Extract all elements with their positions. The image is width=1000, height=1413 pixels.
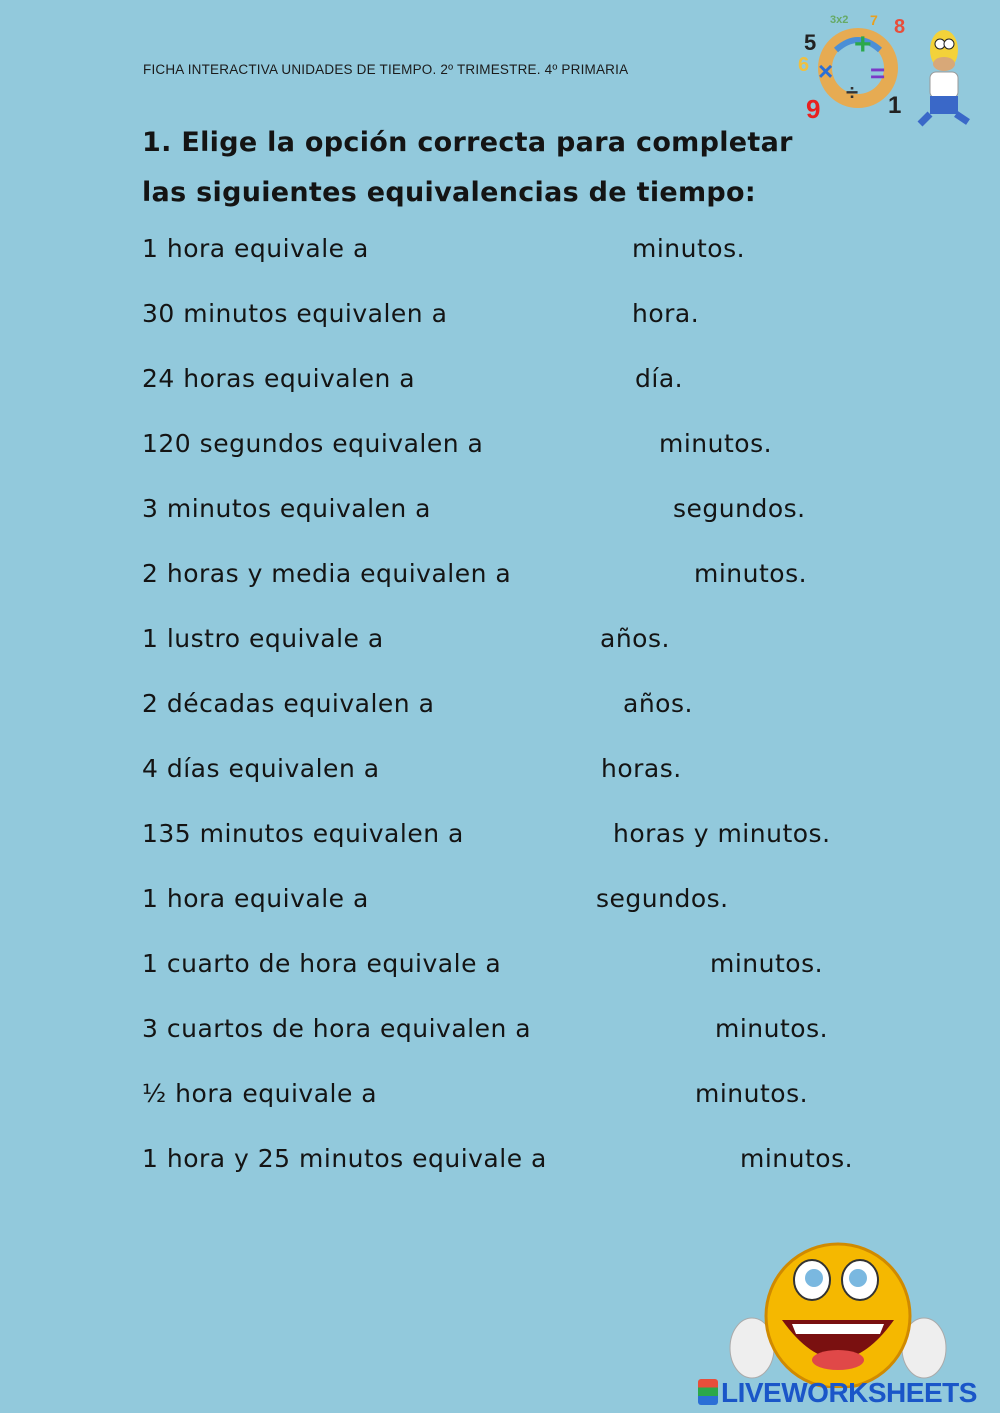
equivalence-unit: horas. xyxy=(601,754,682,783)
answer-dropdown[interactable] xyxy=(442,1016,705,1048)
equivalence-row xyxy=(142,234,942,274)
answer-dropdown[interactable] xyxy=(442,951,700,983)
equivalence-row xyxy=(142,689,942,729)
equivalence-unit: años. xyxy=(623,689,693,718)
answer-dropdown[interactable] xyxy=(442,886,586,918)
worksheet-header: FICHA INTERACTIVA UNIDADES DE TIEMPO. 2º TRIMESTRE. 4º PRIMARIA xyxy=(143,62,629,77)
liveworksheets-badge-icon xyxy=(698,1379,718,1405)
equivalence-unit: minutos. xyxy=(632,234,746,263)
answer-dropdown[interactable] xyxy=(442,301,622,333)
equivalence-row xyxy=(142,819,942,859)
equivalence-row xyxy=(142,949,942,989)
answer-dropdown[interactable] xyxy=(442,691,613,723)
equivalence-prompt: 1 lustro equivale a xyxy=(142,624,384,653)
equivalence-prompt: 1 hora equivale a xyxy=(142,234,369,263)
equivalence-row xyxy=(142,559,942,599)
answer-dropdown[interactable] xyxy=(442,496,663,528)
equivalence-prompt: 1 cuarto de hora equivale a xyxy=(142,949,502,978)
equivalence-row xyxy=(142,299,942,339)
equivalence-unit: minutos. xyxy=(694,559,808,588)
equivalence-prompt: 120 segundos equivalen a xyxy=(142,429,484,458)
equivalence-row xyxy=(142,884,942,924)
equivalence-row xyxy=(142,754,942,794)
equivalence-row xyxy=(142,364,942,404)
equivalence-unit: hora. xyxy=(632,299,700,328)
answer-dropdown[interactable] xyxy=(442,431,649,463)
equivalence-prompt: 4 días equivalen a xyxy=(142,754,380,783)
answer-dropdown[interactable] xyxy=(442,236,622,268)
thumbs-up-smiley-icon xyxy=(712,1238,962,1388)
equivalence-row xyxy=(142,1144,942,1184)
equivalence-prompt: 1 hora equivale a xyxy=(142,884,369,913)
equivalence-unit: minutos. xyxy=(710,949,824,978)
equivalence-prompt: 135 minutos equivalen a xyxy=(142,819,464,848)
question-title: 1. Elige la opción correcta para completar las siguientes equivalencias de tiempo: xyxy=(142,127,793,208)
equivalence-unit: minutos. xyxy=(659,429,773,458)
equivalence-row xyxy=(142,624,942,664)
equivalence-row xyxy=(142,429,942,469)
equivalence-prompt: 3 cuartos de hora equivalen a xyxy=(142,1014,532,1043)
answer-dropdown[interactable] xyxy=(442,756,591,788)
equivalence-row xyxy=(142,1014,942,1054)
equivalence-row xyxy=(142,1079,942,1119)
liveworksheets-logo xyxy=(698,1377,977,1409)
equivalence-prompt: ½ hora equivale a xyxy=(142,1079,378,1108)
equivalence-prompt: 30 minutos equivalen a xyxy=(142,299,448,328)
equivalence-row xyxy=(142,494,942,534)
equivalence-unit: años. xyxy=(600,624,670,653)
equivalence-unit: horas y minutos. xyxy=(613,819,831,848)
equivalence-unit: segundos. xyxy=(596,884,729,913)
equivalence-prompt: 24 horas equivalen a xyxy=(142,364,416,393)
equivalence-unit: minutos. xyxy=(715,1014,829,1043)
answer-dropdown[interactable] xyxy=(442,1081,685,1113)
answer-dropdown[interactable] xyxy=(442,821,603,853)
equivalence-unit: minutos. xyxy=(695,1079,809,1108)
answer-dropdown[interactable] xyxy=(442,561,684,593)
equivalence-prompt: 3 minutos equivalen a xyxy=(142,494,432,523)
equivalence-prompt: 2 décadas equivalen a xyxy=(142,689,435,718)
answer-dropdown[interactable] xyxy=(442,1146,730,1178)
answer-dropdown[interactable] xyxy=(442,626,590,658)
equivalence-unit: segundos. xyxy=(673,494,806,523)
equivalence-unit: día. xyxy=(635,364,684,393)
equivalence-prompt: 2 horas y media equivalen a xyxy=(142,559,512,588)
equivalence-prompt: 1 hora y 25 minutos equivale a xyxy=(142,1144,547,1173)
equivalence-unit: minutos. xyxy=(740,1144,854,1173)
answer-dropdown[interactable] xyxy=(442,366,625,398)
liveworksheets-text: LIVEWORKSHEETS xyxy=(721,1377,977,1408)
math-operations-clipart-icon: 5 3x2 7 8 6 × + = ÷ 9 1 xyxy=(796,10,976,130)
